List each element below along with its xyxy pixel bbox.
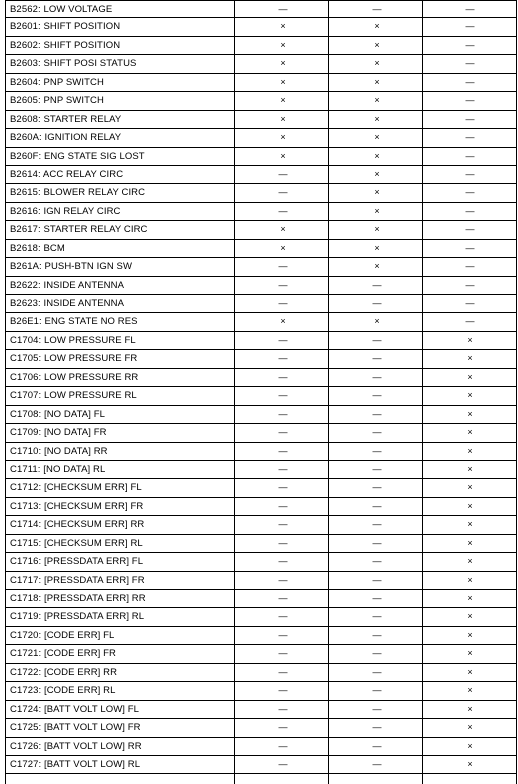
dtc-code-cell: C1723: [CODE ERR] RL xyxy=(10,685,116,697)
dtc-code-cell: B2622: INSIDE ANTENNA xyxy=(10,279,125,291)
table-row xyxy=(5,55,517,73)
dtc-code-cell: C1726: [BATT VOLT LOW] RR xyxy=(10,740,142,752)
dtc-code-cell: C1706: LOW PRESSURE RR xyxy=(10,371,139,383)
status-cell-2: — xyxy=(372,685,382,696)
table-row xyxy=(5,553,517,571)
status-cell-3: — xyxy=(465,113,475,124)
table-row xyxy=(5,111,517,129)
status-cell-1: — xyxy=(278,445,288,456)
status-cell-2: × xyxy=(374,150,380,161)
status-cell-1: — xyxy=(278,629,288,640)
table-row xyxy=(5,0,517,18)
table-row xyxy=(5,572,517,590)
dtc-code-cell: C1727: [BATT VOLT LOW] RL xyxy=(10,758,141,770)
status-cell-3: × xyxy=(467,519,473,530)
status-cell-3: × xyxy=(467,427,473,438)
status-cell-1: × xyxy=(280,76,286,87)
status-cell-3: × xyxy=(467,463,473,474)
status-cell-2: × xyxy=(374,168,380,179)
table-row xyxy=(5,240,517,258)
status-cell-1: — xyxy=(278,334,288,345)
status-cell-2: × xyxy=(374,205,380,216)
status-cell-2: — xyxy=(372,556,382,567)
status-cell-2: — xyxy=(372,722,382,733)
status-cell-1: × xyxy=(280,316,286,327)
dtc-code-cell: C1719: [PRESSDATA ERR] RL xyxy=(10,611,145,623)
status-cell-2: × xyxy=(374,58,380,69)
status-cell-1: — xyxy=(278,500,288,511)
status-cell-3: — xyxy=(465,132,475,143)
status-cell-2: — xyxy=(372,463,382,474)
dtc-code-cell: B2562: LOW VOLTAGE xyxy=(10,4,113,15)
status-cell-2: — xyxy=(372,408,382,419)
status-cell-1: — xyxy=(278,482,288,493)
table-row xyxy=(5,461,517,479)
status-cell-1: — xyxy=(278,353,288,364)
table-row xyxy=(5,535,517,553)
status-cell-3: — xyxy=(465,261,475,272)
status-cell-1: — xyxy=(278,666,288,677)
status-cell-2: — xyxy=(372,519,382,530)
status-cell-2: — xyxy=(372,629,382,640)
status-cell-1: × xyxy=(280,113,286,124)
status-cell-2: — xyxy=(372,611,382,622)
status-cell-2: — xyxy=(372,4,382,14)
status-cell-1: — xyxy=(278,593,288,603)
dtc-code-cell: C1725: [BATT VOLT LOW] FR xyxy=(10,722,141,734)
dtc-code-cell: C1722: [CODE ERR] RR xyxy=(10,666,118,678)
status-cell-3: — xyxy=(465,58,475,69)
dtc-code-cell: C1705: LOW PRESSURE FR xyxy=(10,353,138,365)
table-row xyxy=(5,18,517,36)
table-row xyxy=(5,148,517,166)
status-cell-2: × xyxy=(374,76,380,87)
dtc-code-cell: C1711: [NO DATA] RL xyxy=(10,463,106,475)
table-row xyxy=(5,627,517,645)
table-row xyxy=(5,37,517,55)
status-cell-2: — xyxy=(372,371,382,382)
status-cell-1: — xyxy=(278,187,288,198)
status-cell-2: × xyxy=(374,187,380,198)
status-cell-2: × xyxy=(374,224,380,235)
status-cell-1: — xyxy=(278,205,288,216)
dtc-code-cell: B2615: BLOWER RELAY CIRC xyxy=(10,187,146,199)
dtc-code-cell: C1721: [CODE ERR] FR xyxy=(10,648,116,660)
table-row xyxy=(5,332,517,350)
table-row xyxy=(5,92,517,110)
status-cell-1: × xyxy=(280,132,286,143)
status-cell-3: × xyxy=(467,371,473,382)
table-row xyxy=(5,682,517,700)
dtc-code-cell: B260A: IGNITION RELAY xyxy=(10,132,122,144)
dtc-code-cell: B261A: PUSH-BTN IGN SW xyxy=(10,261,133,273)
dtc-code-cell: B2623: INSIDE ANTENNA xyxy=(10,298,125,309)
table-row xyxy=(5,277,517,295)
status-cell-2: — xyxy=(372,482,382,493)
table-row xyxy=(5,350,517,368)
status-cell-2: — xyxy=(372,390,382,401)
status-cell-1: — xyxy=(278,556,288,567)
status-cell-1: — xyxy=(278,758,288,769)
dtc-code-cell: B2601: SHIFT POSITION xyxy=(10,21,121,33)
status-cell-3: × xyxy=(467,758,473,769)
status-cell-2: — xyxy=(372,740,382,751)
table-row xyxy=(5,424,517,442)
status-cell-2: × xyxy=(374,132,380,143)
status-cell-1: — xyxy=(278,611,288,622)
dtc-code-cell: B2603: SHIFT POSI STATUS xyxy=(10,58,137,70)
table-row xyxy=(5,479,517,497)
status-cell-3: — xyxy=(465,205,475,216)
status-cell-2: — xyxy=(372,666,382,677)
status-cell-1: — xyxy=(278,408,288,419)
status-cell-2: × xyxy=(374,113,380,124)
dtc-code-cell: C1724: [BATT VOLT LOW] FL xyxy=(10,703,140,715)
status-cell-3: — xyxy=(465,4,475,14)
dtc-code-cell: B260F: ENG STATE SIG LOST xyxy=(10,150,145,162)
status-cell-3: — xyxy=(465,242,475,253)
table-row xyxy=(5,645,517,663)
status-cell-1: — xyxy=(278,279,288,290)
status-cell-1: — xyxy=(278,519,288,530)
table-row xyxy=(5,74,517,92)
table-row xyxy=(5,608,517,626)
status-cell-1: — xyxy=(278,168,288,179)
status-cell-1: — xyxy=(278,298,288,308)
table-row xyxy=(5,221,517,239)
status-cell-1: — xyxy=(278,703,288,714)
status-cell-3: — xyxy=(465,168,475,179)
status-cell-3: — xyxy=(465,150,475,161)
dtc-code-cell: B2605: PNP SWITCH xyxy=(10,95,104,107)
status-cell-1: × xyxy=(280,224,286,235)
status-cell-1: × xyxy=(280,39,286,50)
status-cell-3: × xyxy=(467,482,473,493)
dtc-code-cell: B2604: PNP SWITCH xyxy=(10,76,104,88)
table-row xyxy=(5,295,517,313)
status-cell-1: × xyxy=(280,242,286,253)
status-cell-1: — xyxy=(278,261,288,272)
dtc-code-cell: B2617: STARTER RELAY CIRC xyxy=(10,224,148,236)
table-row xyxy=(5,406,517,424)
dtc-code-cell: B2618: BCM xyxy=(10,242,65,254)
status-cell-3: — xyxy=(465,21,475,32)
status-cell-2: — xyxy=(372,648,382,659)
table-row xyxy=(5,701,517,719)
status-cell-1: — xyxy=(278,4,288,14)
dtc-code-cell: C1710: [NO DATA] RR xyxy=(10,445,108,457)
dtc-code-cell: B26E1: ENG STATE NO RES xyxy=(10,316,138,328)
status-cell-3: × xyxy=(467,537,473,548)
status-cell-3: — xyxy=(465,224,475,235)
dtc-code-cell: C1714: [CHECKSUM ERR] RR xyxy=(10,519,145,531)
status-cell-1: × xyxy=(280,21,286,32)
status-cell-2: × xyxy=(374,21,380,32)
table-row xyxy=(5,719,517,737)
dtc-code-cell: C1720: [CODE ERR] FL xyxy=(10,629,115,641)
dtc-code-cell: C1712: [CHECKSUM ERR] FL xyxy=(10,482,142,494)
status-cell-2: — xyxy=(372,593,382,603)
status-cell-2: — xyxy=(372,279,382,290)
status-cell-1: — xyxy=(278,390,288,401)
status-cell-2: — xyxy=(372,298,382,308)
status-cell-1: — xyxy=(278,722,288,733)
status-cell-3: × xyxy=(467,629,473,640)
status-cell-2: × xyxy=(374,95,380,106)
status-cell-3: — xyxy=(465,279,475,290)
table-row xyxy=(5,590,517,608)
status-cell-3: × xyxy=(467,740,473,751)
status-cell-3: × xyxy=(467,500,473,511)
status-cell-1: — xyxy=(278,648,288,659)
status-cell-3: × xyxy=(467,334,473,345)
status-cell-1: — xyxy=(278,427,288,438)
status-cell-2: — xyxy=(372,703,382,714)
status-cell-2: — xyxy=(372,334,382,345)
dtc-code-cell: C1709: [NO DATA] FR xyxy=(10,427,107,439)
status-cell-3: × xyxy=(467,666,473,677)
table-row xyxy=(5,443,517,461)
status-cell-3: — xyxy=(465,39,475,50)
status-cell-3: × xyxy=(467,593,473,603)
status-cell-1: — xyxy=(278,371,288,382)
status-cell-3: — xyxy=(465,76,475,87)
dtc-code-cell: C1708: [NO DATA] FL xyxy=(10,408,105,420)
status-cell-2: — xyxy=(372,445,382,456)
status-cell-3: × xyxy=(467,574,473,585)
status-cell-2: — xyxy=(372,500,382,511)
status-cell-1: × xyxy=(280,150,286,161)
status-cell-3: × xyxy=(467,445,473,456)
status-cell-1: — xyxy=(278,685,288,696)
status-cell-1: × xyxy=(280,58,286,69)
table-row xyxy=(5,738,517,756)
status-cell-2: — xyxy=(372,537,382,548)
status-cell-3: × xyxy=(467,353,473,364)
table-row xyxy=(5,664,517,682)
status-cell-2: — xyxy=(372,574,382,585)
dtc-code-cell: B2614: ACC RELAY CIRC xyxy=(10,168,124,180)
status-cell-2: × xyxy=(374,316,380,327)
status-cell-2: × xyxy=(374,39,380,50)
status-cell-2: × xyxy=(374,242,380,253)
status-cell-3: × xyxy=(467,390,473,401)
status-cell-3: — xyxy=(465,298,475,308)
status-cell-3: — xyxy=(465,187,475,198)
status-cell-3: — xyxy=(465,95,475,106)
status-cell-3: × xyxy=(467,408,473,419)
table-row xyxy=(5,387,517,405)
dtc-code-cell: C1704: LOW PRESSURE FL xyxy=(10,334,136,346)
dtc-code-cell: C1716: [PRESSDATA ERR] FL xyxy=(10,556,144,568)
table-row xyxy=(5,498,517,516)
dtc-code-cell: C1717: [PRESSDATA ERR] FR xyxy=(10,574,145,586)
table-row xyxy=(5,166,517,184)
dtc-code-cell: C1715: [CHECKSUM ERR] RL xyxy=(10,537,143,549)
status-cell-2: — xyxy=(372,427,382,438)
table-row xyxy=(5,184,517,202)
table-row xyxy=(5,129,517,147)
status-cell-3: × xyxy=(467,722,473,733)
status-cell-3: × xyxy=(467,648,473,659)
dtc-table xyxy=(5,0,517,774)
table-row xyxy=(5,313,517,331)
dtc-code-cell: B2608: STARTER RELAY xyxy=(10,113,122,125)
dtc-code-cell: C1707: LOW PRESSURE RL xyxy=(10,390,137,402)
status-cell-2: — xyxy=(372,758,382,769)
table-row xyxy=(5,516,517,534)
status-cell-3: × xyxy=(467,703,473,714)
dtc-code-cell: B2602: SHIFT POSITION xyxy=(10,39,121,51)
status-cell-3: — xyxy=(465,316,475,327)
dtc-code-cell: B2616: IGN RELAY CIRC xyxy=(10,205,121,217)
status-cell-1: — xyxy=(278,537,288,548)
status-cell-3: × xyxy=(467,685,473,696)
table-row xyxy=(5,756,517,774)
dtc-code-cell: C1713: [CHECKSUM ERR] FR xyxy=(10,500,144,512)
table-row xyxy=(5,258,517,276)
status-cell-2: — xyxy=(372,353,382,364)
table-row xyxy=(5,369,517,387)
status-cell-1: — xyxy=(278,574,288,585)
status-cell-1: — xyxy=(278,740,288,751)
status-cell-3: × xyxy=(467,611,473,622)
status-cell-1: — xyxy=(278,463,288,474)
dtc-code-cell: C1718: [PRESSDATA ERR] RR xyxy=(10,593,146,604)
table-row xyxy=(5,203,517,221)
status-cell-1: × xyxy=(280,95,286,106)
status-cell-3: × xyxy=(467,556,473,567)
status-cell-2: × xyxy=(374,261,380,272)
